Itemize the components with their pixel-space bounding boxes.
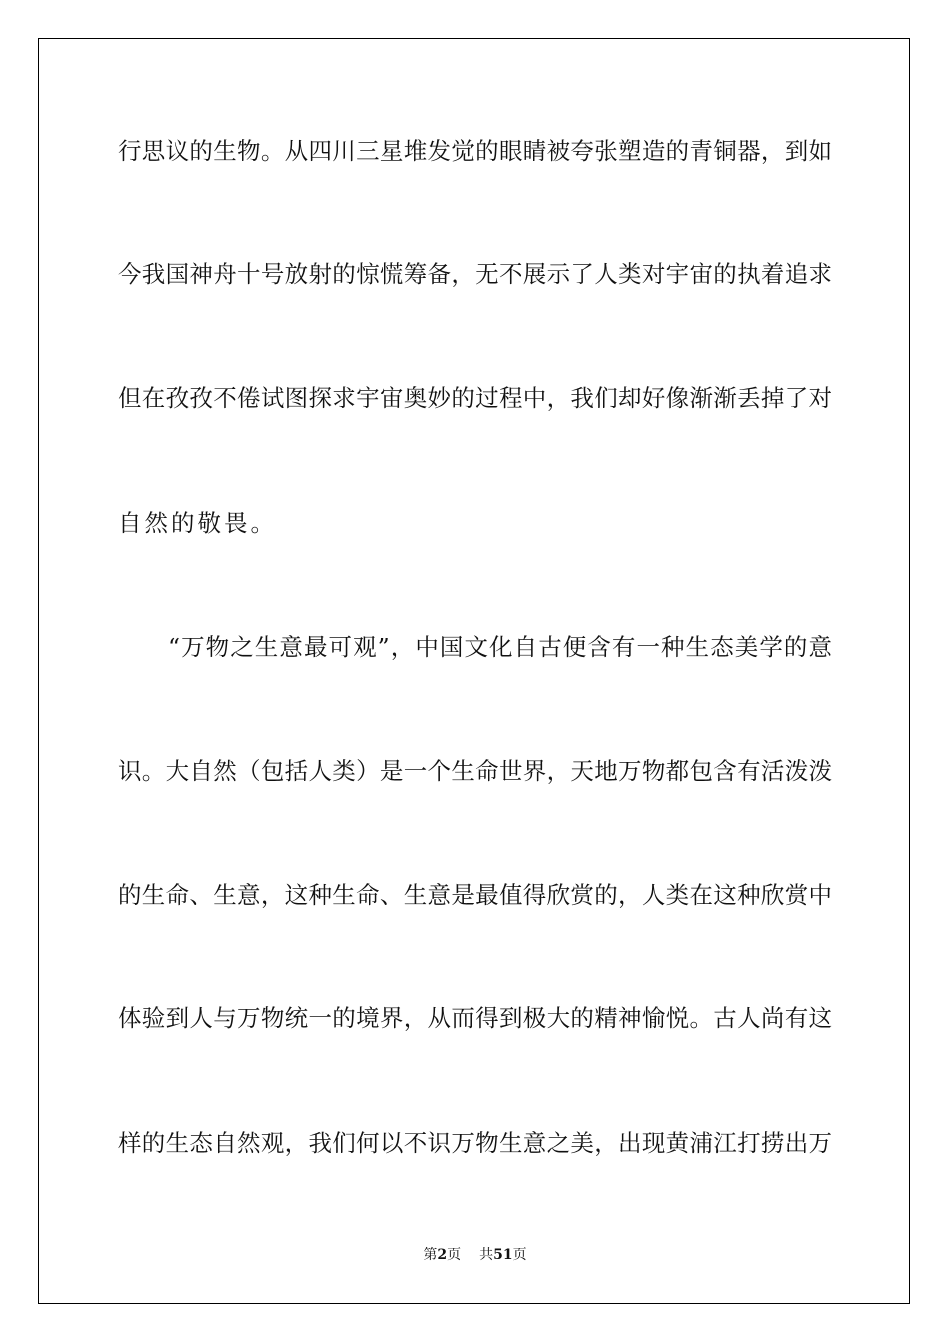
page-suffix: 页: [447, 1247, 462, 1263]
text-line-7: 的生命、生意，这种生命、生意是最值得欣赏的，人类在这种欣赏中: [118, 881, 832, 909]
text-line-3: 但在孜孜不倦试图探求宇宙奥妙的过程中，我们却好像渐渐丢掉了对: [118, 384, 832, 412]
text-line-4: 自然的敬畏。: [118, 509, 277, 537]
text-line-1: 行思议的生物。从四川三星堆发觉的眼睛被夸张塑造的青铜器，到如: [118, 137, 832, 165]
text-line-2: 今我国神舟十号放射的惊慌筹备，无不展示了人类对宇宙的执着追求: [118, 260, 832, 288]
total-pages: 51: [493, 1247, 513, 1263]
page-footer: [0, 1244, 950, 1264]
page-border: [38, 38, 910, 1304]
text-line-5: “万物之生意最可观”，中国文化自古便含有一种生态美学的意: [168, 633, 832, 661]
page-prefix: 第: [423, 1247, 438, 1263]
text-line-8: 体验到人与万物统一的境界，从而得到极大的精神愉悦。古人尚有这: [118, 1004, 832, 1032]
total-prefix: 共: [479, 1247, 494, 1263]
total-suffix: 页: [512, 1247, 527, 1263]
text-line-9: 样的生态自然观，我们何以不识万物生意之美，出现黄浦江打捞出万: [118, 1129, 832, 1157]
text-line-6: 识。大自然（包括人类）是一个生命世界，天地万物都包含有活泼泼: [118, 757, 832, 785]
page-number: 2: [437, 1247, 448, 1263]
